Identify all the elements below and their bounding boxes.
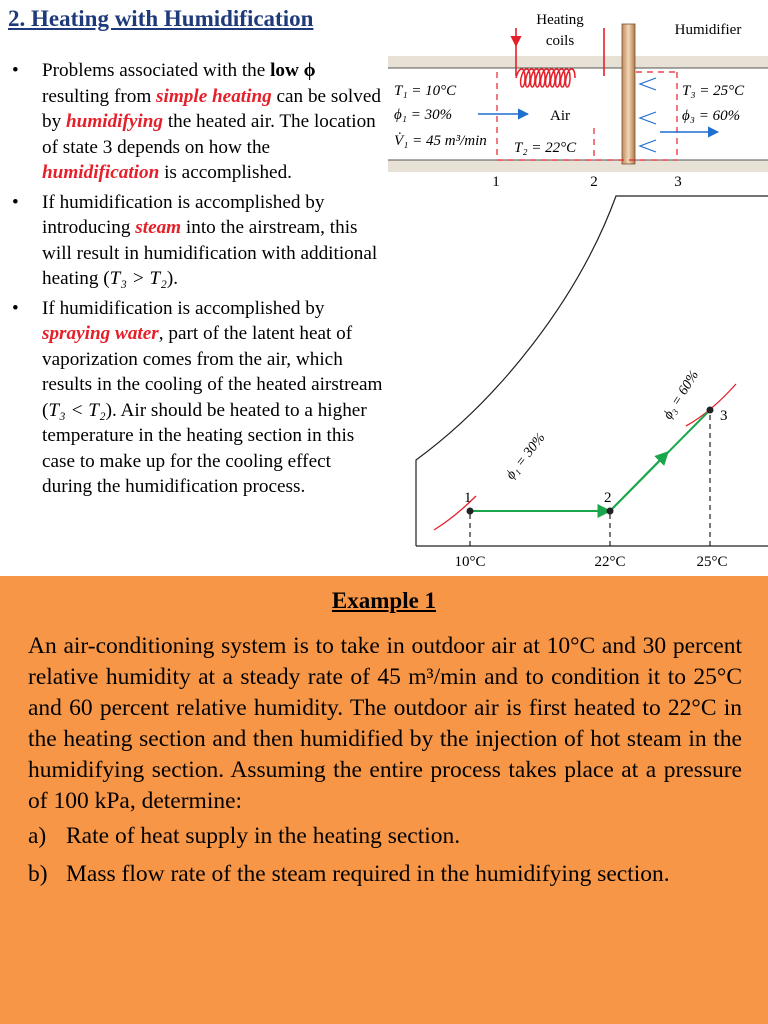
station-label-3: 3: [674, 174, 682, 190]
station-label-1: 1: [492, 174, 500, 190]
bullet-emphasis: spraying water: [42, 323, 159, 344]
example-body: An air-conditioning system is to take in outdoor air at 10°C and 30 percent relative humidity at a steady rate of 45 m³/min and to condition it to 25°C and 60 percent relative humidity. The outdoor air is first heated to 22°C in the heating section and then humidified by the injection of hot steam in the humidifying section. Assuming the entire process takes place at a pressure of 100 kPa, determine:: [28, 633, 742, 814]
heating-coil-icon: [516, 69, 575, 87]
rh-curve-phi3: [686, 384, 736, 426]
bullet-emphasis: humidifying: [65, 111, 164, 132]
state1-flow-rate: V̇₁ = 45 m³/min: [394, 133, 487, 149]
tick-label-22c: 22°C: [594, 554, 626, 570]
bullet-item: [12, 190, 384, 292]
example-panel: [0, 576, 768, 1024]
bullet-text: resulting from: [42, 85, 157, 107]
point-label-1: 1: [464, 490, 472, 506]
air-label: Air: [550, 108, 570, 124]
duct-bottom-wall: [388, 160, 768, 172]
question-b: [28, 859, 670, 890]
state-point-2: [607, 508, 614, 515]
state1-temperature: T₁ = 10°C: [394, 83, 457, 99]
humidifier-pipe: [622, 24, 635, 164]
bullet-dot-icon: •: [12, 297, 19, 319]
process-diagram: [388, 0, 768, 576]
question-a-label: a): [28, 823, 47, 849]
state2-temperature: T₂ = 22°C: [514, 140, 577, 156]
bullet-item: [12, 58, 384, 186]
example-title: Example 1: [331, 588, 437, 613]
heating-coils-label: Heating: [536, 12, 584, 28]
state-point-1: [467, 508, 474, 515]
bullet-text: into the airstream, this will result in humidification with additional heating (: [42, 217, 378, 289]
point-label-3: 3: [720, 408, 728, 424]
bullet-text: is accomplished.: [159, 162, 292, 183]
bullet-bold: low ϕ: [270, 60, 316, 81]
state3-humidity: ϕ₃ = 60%: [682, 108, 741, 124]
heating-coils-label: coils: [545, 33, 575, 49]
slide-title: 2. Heating with Humidification: [8, 6, 314, 31]
bullet-emphasis: humidification: [42, 162, 160, 183]
bullet-dot-icon: •: [12, 191, 19, 213]
humidification-arrow: [610, 452, 668, 511]
duct-top-wall: [388, 56, 768, 68]
bullet-emphasis: steam: [135, 217, 182, 238]
chart-phi1-label: ϕ₁ = 30%: [503, 430, 549, 483]
bullet-text: can be solved by: [42, 85, 381, 132]
bullet-list: [12, 58, 384, 504]
bullet-text: ).: [166, 268, 179, 289]
state-point-3: [707, 407, 714, 414]
question-b-text: Mass flow rate of the steam required in the humidifying section.: [66, 861, 670, 887]
bullet-text: If humidification is accomplished by: [42, 297, 325, 319]
tick-label-10c: 10°C: [454, 554, 486, 570]
humidifier-label: Humidifier: [674, 22, 742, 38]
bullet-text: , part of the latent heat of vaporization comes from the air, which results in the cooling of the heated airstream (: [42, 323, 383, 421]
bullet-math: T₃ < T₂: [48, 399, 106, 421]
state1-humidity: ϕ₁ = 30%: [394, 107, 453, 123]
bullet-dot-icon: •: [12, 60, 19, 81]
question-b-label: b): [28, 861, 48, 887]
bullet-emphasis: simple heating: [156, 85, 272, 107]
bullet-item: [12, 296, 384, 500]
question-a: [28, 821, 460, 852]
state3-temperature: T₃ = 25°C: [682, 83, 745, 99]
point-label-2: 2: [604, 490, 612, 506]
bullet-math: T₃ > T₂: [109, 268, 167, 289]
bullet-text: ). Air should be heated to a higher temperature in the heating section in this case to make up for the cooling effect during the humidification process.: [42, 399, 367, 497]
tick-label-25c: 25°C: [696, 554, 728, 570]
question-a-text: Rate of heat supply in the heating section.: [66, 823, 461, 849]
bullet-text: If humidification is accomplished by introducing: [42, 191, 325, 238]
steam-jet-icon: [640, 78, 656, 152]
chart-phi3-label: ϕ₃ = 60%: [660, 368, 703, 423]
station-label-2: 2: [590, 174, 598, 190]
bullet-text: Problems associated with the: [42, 60, 271, 81]
bullet-text: the heated air. The location of state 3 depends on how the: [42, 111, 376, 158]
